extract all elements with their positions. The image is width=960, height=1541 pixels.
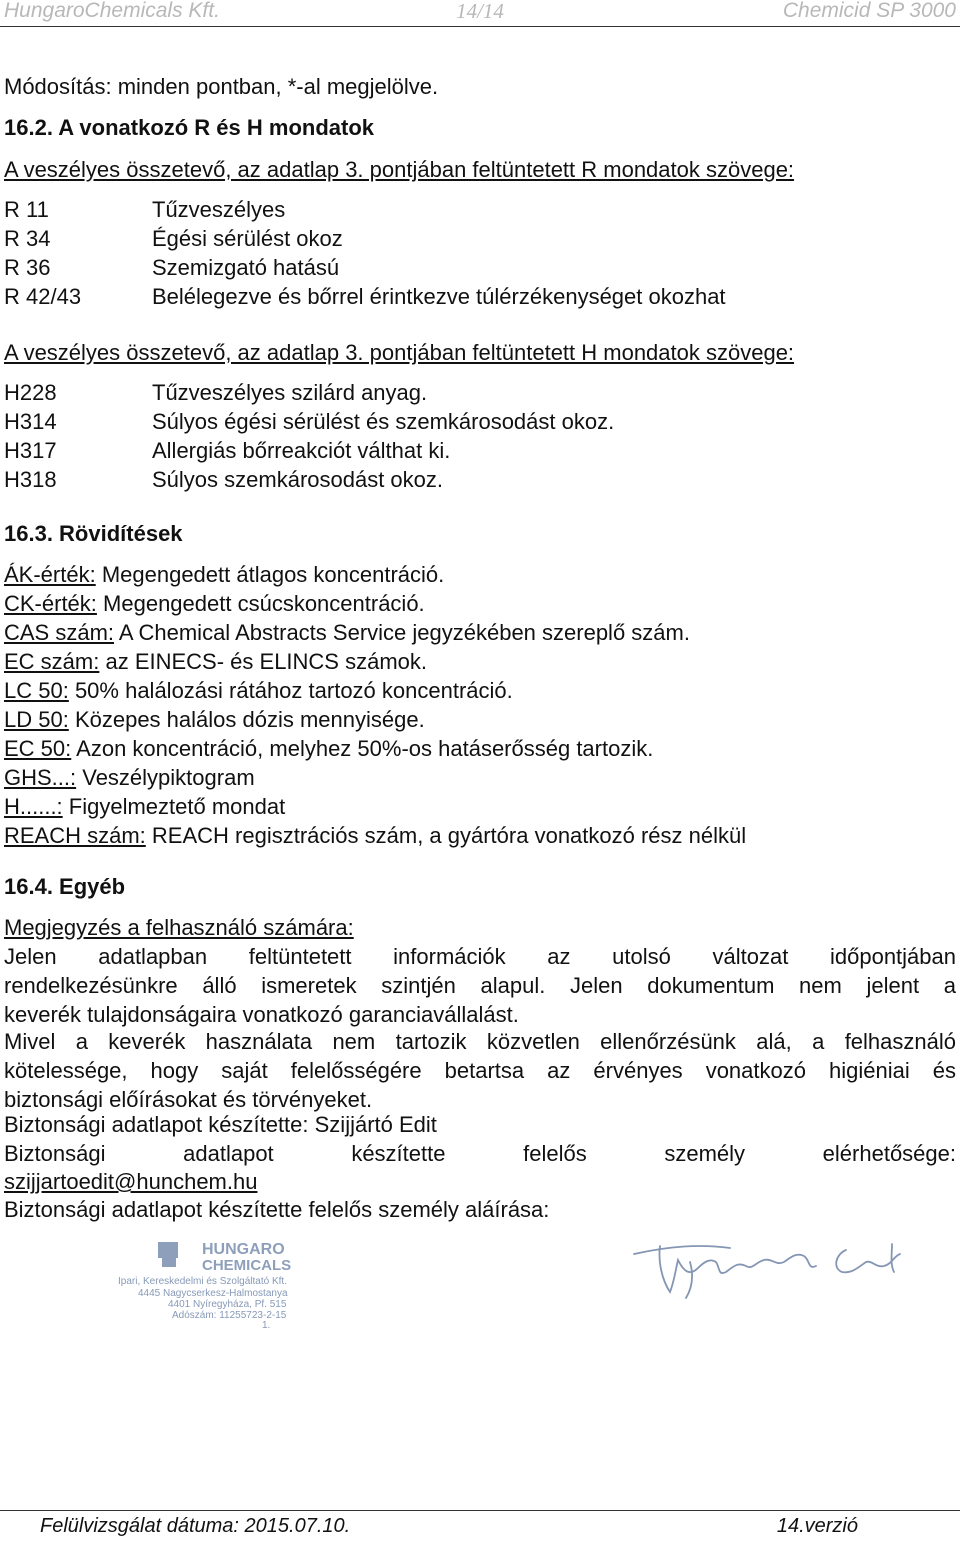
abbreviation-item xyxy=(4,821,956,850)
paragraph-line: Mivel a keverék használata nem tartozik közvetlen ellenőrzésünk alá, a felhasználó xyxy=(4,1029,956,1054)
abbreviation-definition: Megengedett átlagos koncentráció. xyxy=(95,562,445,587)
h-phrase-code: H228 xyxy=(4,380,57,405)
modification-note: Módosítás: minden pontban, *-al megjelölve. xyxy=(4,74,439,99)
r-phrases-list xyxy=(4,195,956,311)
r-phrase-code: R 34 xyxy=(4,226,51,251)
paragraph-line: kötelessége, hogy saját felelősségére betartsa az érvényes vonatkozó higiéniai és xyxy=(4,1058,956,1083)
footer-review-date: Felülvizsgálat dátuma: 2015.07.10. xyxy=(40,1515,351,1537)
page-header xyxy=(0,0,960,27)
r-phrase-row xyxy=(4,224,956,253)
r-phrase-text: Égési sérülést okoz xyxy=(152,226,343,251)
abbreviation-item xyxy=(4,763,956,792)
header-company: HungaroChemicals Kft. xyxy=(4,0,220,22)
contact-line: Biztonsági adatlapot készítette felelős személy elérhetősége: xyxy=(4,1141,956,1166)
section-16-2-title: 16.2. A vonatkozó R és H mondatok xyxy=(4,115,375,140)
h-phrase-row xyxy=(4,436,956,465)
abbreviation-definition: Figyelmeztető mondat xyxy=(62,794,286,819)
stamp-brand-top: HUNGARO xyxy=(202,1241,285,1258)
abbreviation-definition: az EINECS- és ELINCS számok. xyxy=(99,649,428,674)
stamp-line-1: Ipari, Kereskedelmi és Szolgáltató Kft. xyxy=(118,1276,287,1287)
abbreviation-item xyxy=(4,589,956,618)
abbreviation-term: REACH szám: xyxy=(4,823,146,848)
header-page-number: 14/14 xyxy=(456,0,504,23)
h-phrase-text: Allergiás bőrreakciót válthat ki. xyxy=(152,438,451,463)
h-phrase-row xyxy=(4,378,956,407)
stamp-brand-bottom: CHEMICALS xyxy=(202,1257,292,1274)
r-phrase-text: Belélegezve és bőrrel érintkezve túlérzékenységet okozhat xyxy=(152,284,726,309)
user-note-label: Megjegyzés a felhasználó számára: xyxy=(4,915,354,940)
signature-stroke xyxy=(836,1244,900,1272)
stamp-logo-mark xyxy=(162,1257,176,1267)
handwritten-signature xyxy=(630,1232,930,1302)
h-phrase-code: H318 xyxy=(4,467,57,492)
abbreviation-term: ÁK-érték: xyxy=(4,562,96,587)
h-phrase-code: H317 xyxy=(4,438,57,463)
h-phrase-row xyxy=(4,465,956,494)
abbreviation-term: H......: xyxy=(4,794,63,819)
abbreviation-term: CK-érték: xyxy=(4,591,97,616)
signature-stroke xyxy=(686,1262,692,1298)
abbreviation-term: EC 50: xyxy=(4,736,72,761)
abbreviation-definition: REACH regisztrációs szám, a gyártóra vonatkozó rész nélkül xyxy=(145,823,747,848)
abbreviation-definition: A Chemical Abstracts Service jegyzékében szereplő szám. xyxy=(114,620,690,645)
abbreviation-item xyxy=(4,618,956,647)
header-product: Chemicid SP 3000 xyxy=(782,0,956,22)
r-phrase-code: R 42/43 xyxy=(4,284,82,309)
stamp-line-2: 4445 Nagycserkesz-Halmostanya xyxy=(138,1288,288,1299)
abbreviation-term: LC 50: xyxy=(4,678,69,703)
r-phrase-code: R 36 xyxy=(4,255,51,280)
notice-paragraph-2 xyxy=(4,1027,956,1114)
abbreviation-item xyxy=(4,705,956,734)
abbreviation-term: GHS...: xyxy=(4,765,77,790)
h-phrase-text: Súlyos égési sérülést és szemkárosodást okoz. xyxy=(152,409,615,434)
abbreviation-item xyxy=(4,792,956,821)
r-phrase-code: R 11 xyxy=(4,197,49,222)
r-phrase-text: Tűzveszélyes xyxy=(152,197,286,222)
h-phrase-text: Tűzveszélyes szilárd anyag. xyxy=(152,380,428,405)
h-phrase-code: H314 xyxy=(4,409,57,434)
h-phrases-intro: A veszélyes összetevő, az adatlap 3. pontjában feltüntetett H mondatok szövege: xyxy=(4,340,795,365)
stamp-line-3: 4401 Nyíregyháza, Pf. 515 xyxy=(168,1299,287,1310)
stamp-logo-mark xyxy=(158,1242,178,1258)
page-footer xyxy=(0,1510,960,1541)
abbreviation-term: CAS szám: xyxy=(4,620,115,645)
r-phrase-row xyxy=(4,253,956,282)
paragraph-line: biztonsági előírásokat és törvényeket. xyxy=(4,1087,373,1112)
footer-version: 14.verzió xyxy=(776,1515,858,1537)
abbreviation-definition: Megengedett csúcskoncentráció. xyxy=(96,591,425,616)
section-16-3-title: 16.3. Rövidítések xyxy=(4,521,183,546)
section-16-4-title: 16.4. Egyéb xyxy=(4,874,126,899)
contact-email-line xyxy=(4,1167,956,1196)
h-phrase-text: Súlyos szemkárosodást okoz. xyxy=(152,467,444,492)
abbreviation-item xyxy=(4,647,956,676)
stamp-line-5: 1. xyxy=(262,1320,271,1328)
r-phrases-intro: A veszélyes összetevő, az adatlap 3. pontjában feltüntetett R mondatok szövege: xyxy=(4,157,795,182)
paragraph-line: keverék tulajdonságaira vonatkozó garanciavállalást. xyxy=(4,1002,519,1027)
signature-stroke xyxy=(634,1246,816,1292)
signature-line: Biztonsági adatlapot készítette felelős személy aláírása: xyxy=(4,1197,550,1222)
company-stamp xyxy=(112,1238,402,1328)
h-phrases-list xyxy=(4,378,956,494)
contact-email-link[interactable]: szijjartoedit@hunchem.hu xyxy=(4,1169,258,1194)
abbreviation-term: LD 50: xyxy=(4,707,69,732)
paragraph-line: Jelen adatlapban feltüntetett információk az utolsó változat időpontjában xyxy=(4,944,956,969)
abbreviation-definition: 50% halálozási rátához tartozó koncentráció. xyxy=(68,678,513,703)
stamp-line-4: Adószám: 11255723-2-15 xyxy=(172,1310,287,1321)
abbreviation-definition: Veszélypiktogram xyxy=(76,765,255,790)
paragraph-line: rendelkezésünkre álló ismeretek szintjén alapul. Jelen dokumentum nem jelent a xyxy=(4,973,956,998)
abbreviation-term: EC szám: xyxy=(4,649,100,674)
abbreviations-list xyxy=(4,560,956,850)
abbreviation-definition: Közepes halálos dózis mennyisége. xyxy=(68,707,425,732)
abbreviation-item xyxy=(4,560,956,589)
r-phrase-row xyxy=(4,195,956,224)
abbreviation-item xyxy=(4,734,956,763)
abbreviation-item xyxy=(4,676,956,705)
notice-paragraph-1 xyxy=(4,942,956,1029)
r-phrase-text: Szemizgató hatású xyxy=(152,255,340,280)
abbreviation-definition: Azon koncentráció, melyhez 50%-os hatáserősség tartozik. xyxy=(71,736,654,761)
r-phrase-row xyxy=(4,282,956,311)
prepared-by: Biztonsági adatlapot készítette: Szijjártó Edit xyxy=(4,1112,437,1137)
h-phrase-row xyxy=(4,407,956,436)
